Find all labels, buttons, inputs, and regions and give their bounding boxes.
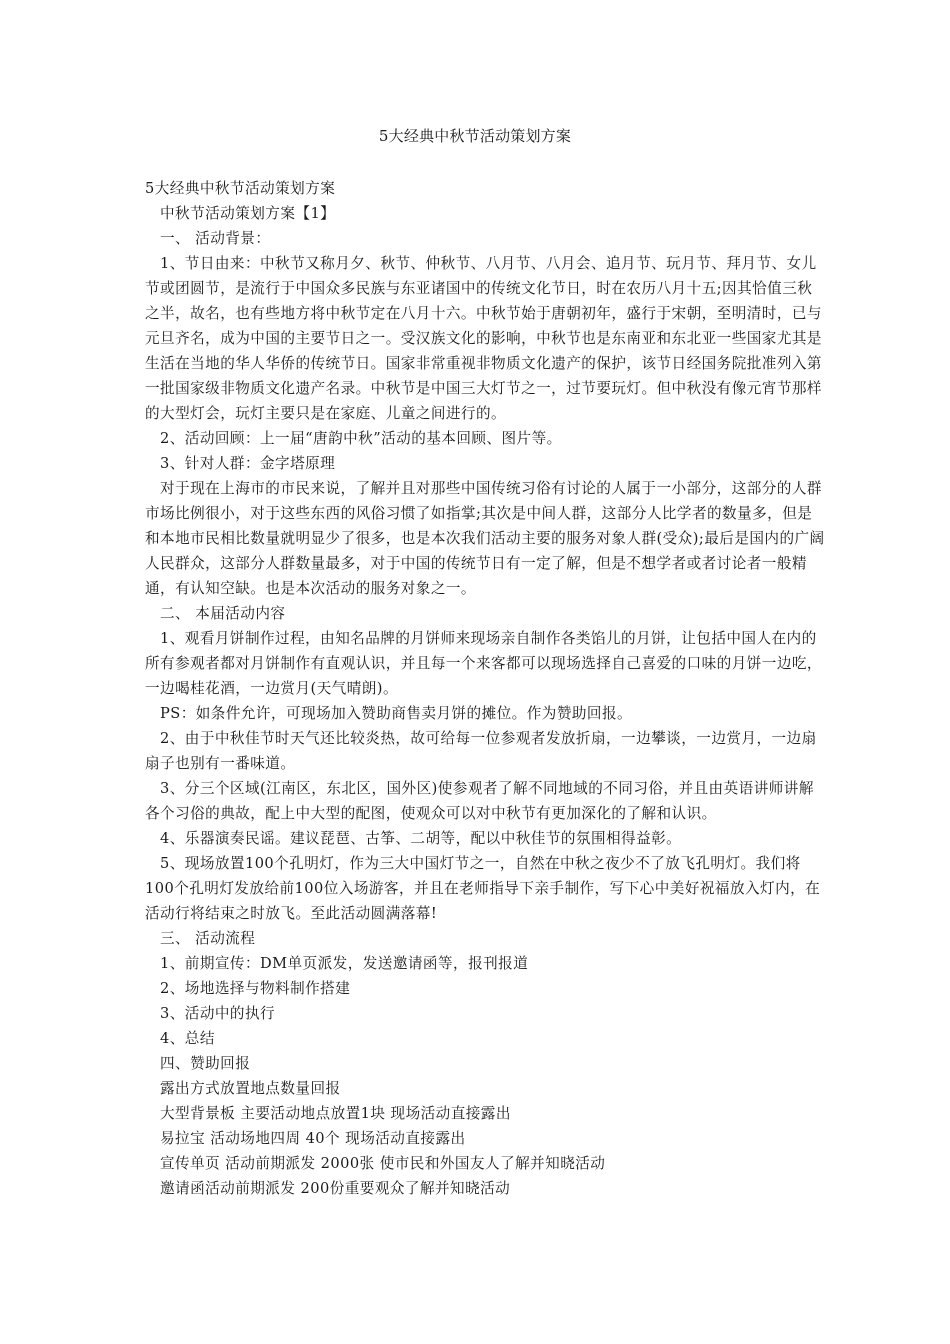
paragraph: 3、针对人群：金字塔原理 bbox=[160, 455, 336, 472]
document-title: 5大经典中秋节活动策划方案 bbox=[378, 127, 572, 145]
plan-heading: 中秋节活动策划方案【1】 bbox=[160, 205, 336, 222]
paragraph: 对于现在上海市的市民来说，了解并且对那些中国传统习俗有讨论的人属于一小部分，这部分的人群市场比例很小，对于这些东西的风俗习惯了如指掌;其次是中间人群，这部分人比学者的数量多，但是和本地市民相比数量就明显少了很多，也是本次我们活动主要的服务对象人群(受众);最后是国内的广阔人民群众，这部分人群数量最多，对于中国的传统节日有一定了解，但是不想学者或者讨论者一般精通，有认知空缺。也是本次活动的服务对象之一。 bbox=[145, 480, 825, 597]
paragraph: 4、乐器演奏民谣。建议琵琶、古筝、二胡等，配以中秋佳节的氛围相得益彰。 bbox=[160, 830, 682, 847]
paragraph: 1、观看月饼制作过程，由知名品牌的月饼师来现场亲自制作各类馅儿的月饼，让包括中国人在内的所有参观者都对月饼制作有直观认识，并且每一个来客都可以现场选择自己喜爱的口味的月饼一边吃，一边喝桂花酒，一边赏月(天气晴朗)。 bbox=[145, 630, 822, 697]
section-heading: 三、 活动流程 bbox=[160, 930, 256, 947]
table-row: 易拉宝 活动场地四周 40个 现场活动直接露出 bbox=[160, 1130, 466, 1147]
section-heading: 四、赞助回报 bbox=[160, 1055, 251, 1072]
paragraph: 1、节日由来：中秋节又称月夕、秋节、仲秋节、八月节、八月会、追月节、玩月节、拜月节、女儿节或团圆节，是流行于中国众多民族与东亚诸国中的传统文化节日，时在农历八月十五;因其恰值三秋之半，故名，也有些地方将中秋节定在八月十六。中秋节始于唐朝初年，盛行于宋朝，至明清时，已与元旦齐名，成为中国的主要节日之一。受汉族文化的影响，中秋节也是东南亚和东北亚一些国家尤其是生活在当地的华人华侨的传统节日。国家非常重视非物质文化遗产的保护，该节日经国务院批准列入第一批国家级非物质文化遗产名录。中秋节是中国三大灯节之一，过节要玩灯。但中秋没有像元宵节那样的大型灯会，玩灯主要只是在家庭、儿童之间进行的。 bbox=[145, 255, 822, 422]
list-item: 3、活动中的执行 bbox=[160, 1005, 276, 1022]
table-row: 露出方式放置地点数量回报 bbox=[160, 1080, 341, 1097]
section-heading: 二、 本届活动内容 bbox=[160, 605, 286, 622]
body-heading: 5大经典中秋节活动策划方案 bbox=[145, 180, 336, 197]
section-heading: 一、 活动背景： bbox=[160, 230, 271, 247]
paragraph: PS：如条件允许，可现场加入赞助商售卖月饼的摊位。作为赞助回报。 bbox=[160, 705, 633, 722]
document-body bbox=[145, 176, 825, 1201]
list-item: 4、总结 bbox=[160, 1030, 215, 1047]
paragraph: 2、由于中秋佳节时天气还比较炎热，故可给每一位参观者发放折扇，一边攀谈，一边赏月，一边扇扇子也别有一番味道。 bbox=[145, 730, 817, 772]
table-row: 邀请函活动前期派发 200份重要观众了解并知晓活动 bbox=[160, 1180, 511, 1197]
paragraph: 5、现场放置100个孔明灯，作为三大中国灯节之一，自然在中秋之夜少不了放飞孔明灯。我们将100个孔明灯发放给前100位入场游客，并且在老师指导下亲手制作，写下心中美好祝福放入灯内，在活动行将结束之时放飞。至此活动圆满落幕! bbox=[145, 855, 821, 922]
table-row: 大型背景板 主要活动地点放置1块 现场活动直接露出 bbox=[160, 1105, 511, 1122]
paragraph: 3、分三个区域(江南区，东北区，国外区)使参观者了解不同地域的不同习俗，并且由英语讲师讲解各个习俗的典故，配上中大型的配图，使观众可以对中秋节有更加深化的了解和认识。 bbox=[145, 780, 814, 822]
list-item: 2、场地选择与物料制作搭建 bbox=[160, 980, 351, 997]
table-row: 宣传单页 活动前期派发 2000张 使市民和外国友人了解并知晓活动 bbox=[160, 1155, 606, 1172]
paragraph: 2、活动回顾：上一届“唐韵中秋”活动的基本回顾、图片等。 bbox=[160, 430, 562, 447]
list-item: 1、前期宣传：DM单页派发，发送邀请函等，报刊报道 bbox=[160, 955, 529, 972]
